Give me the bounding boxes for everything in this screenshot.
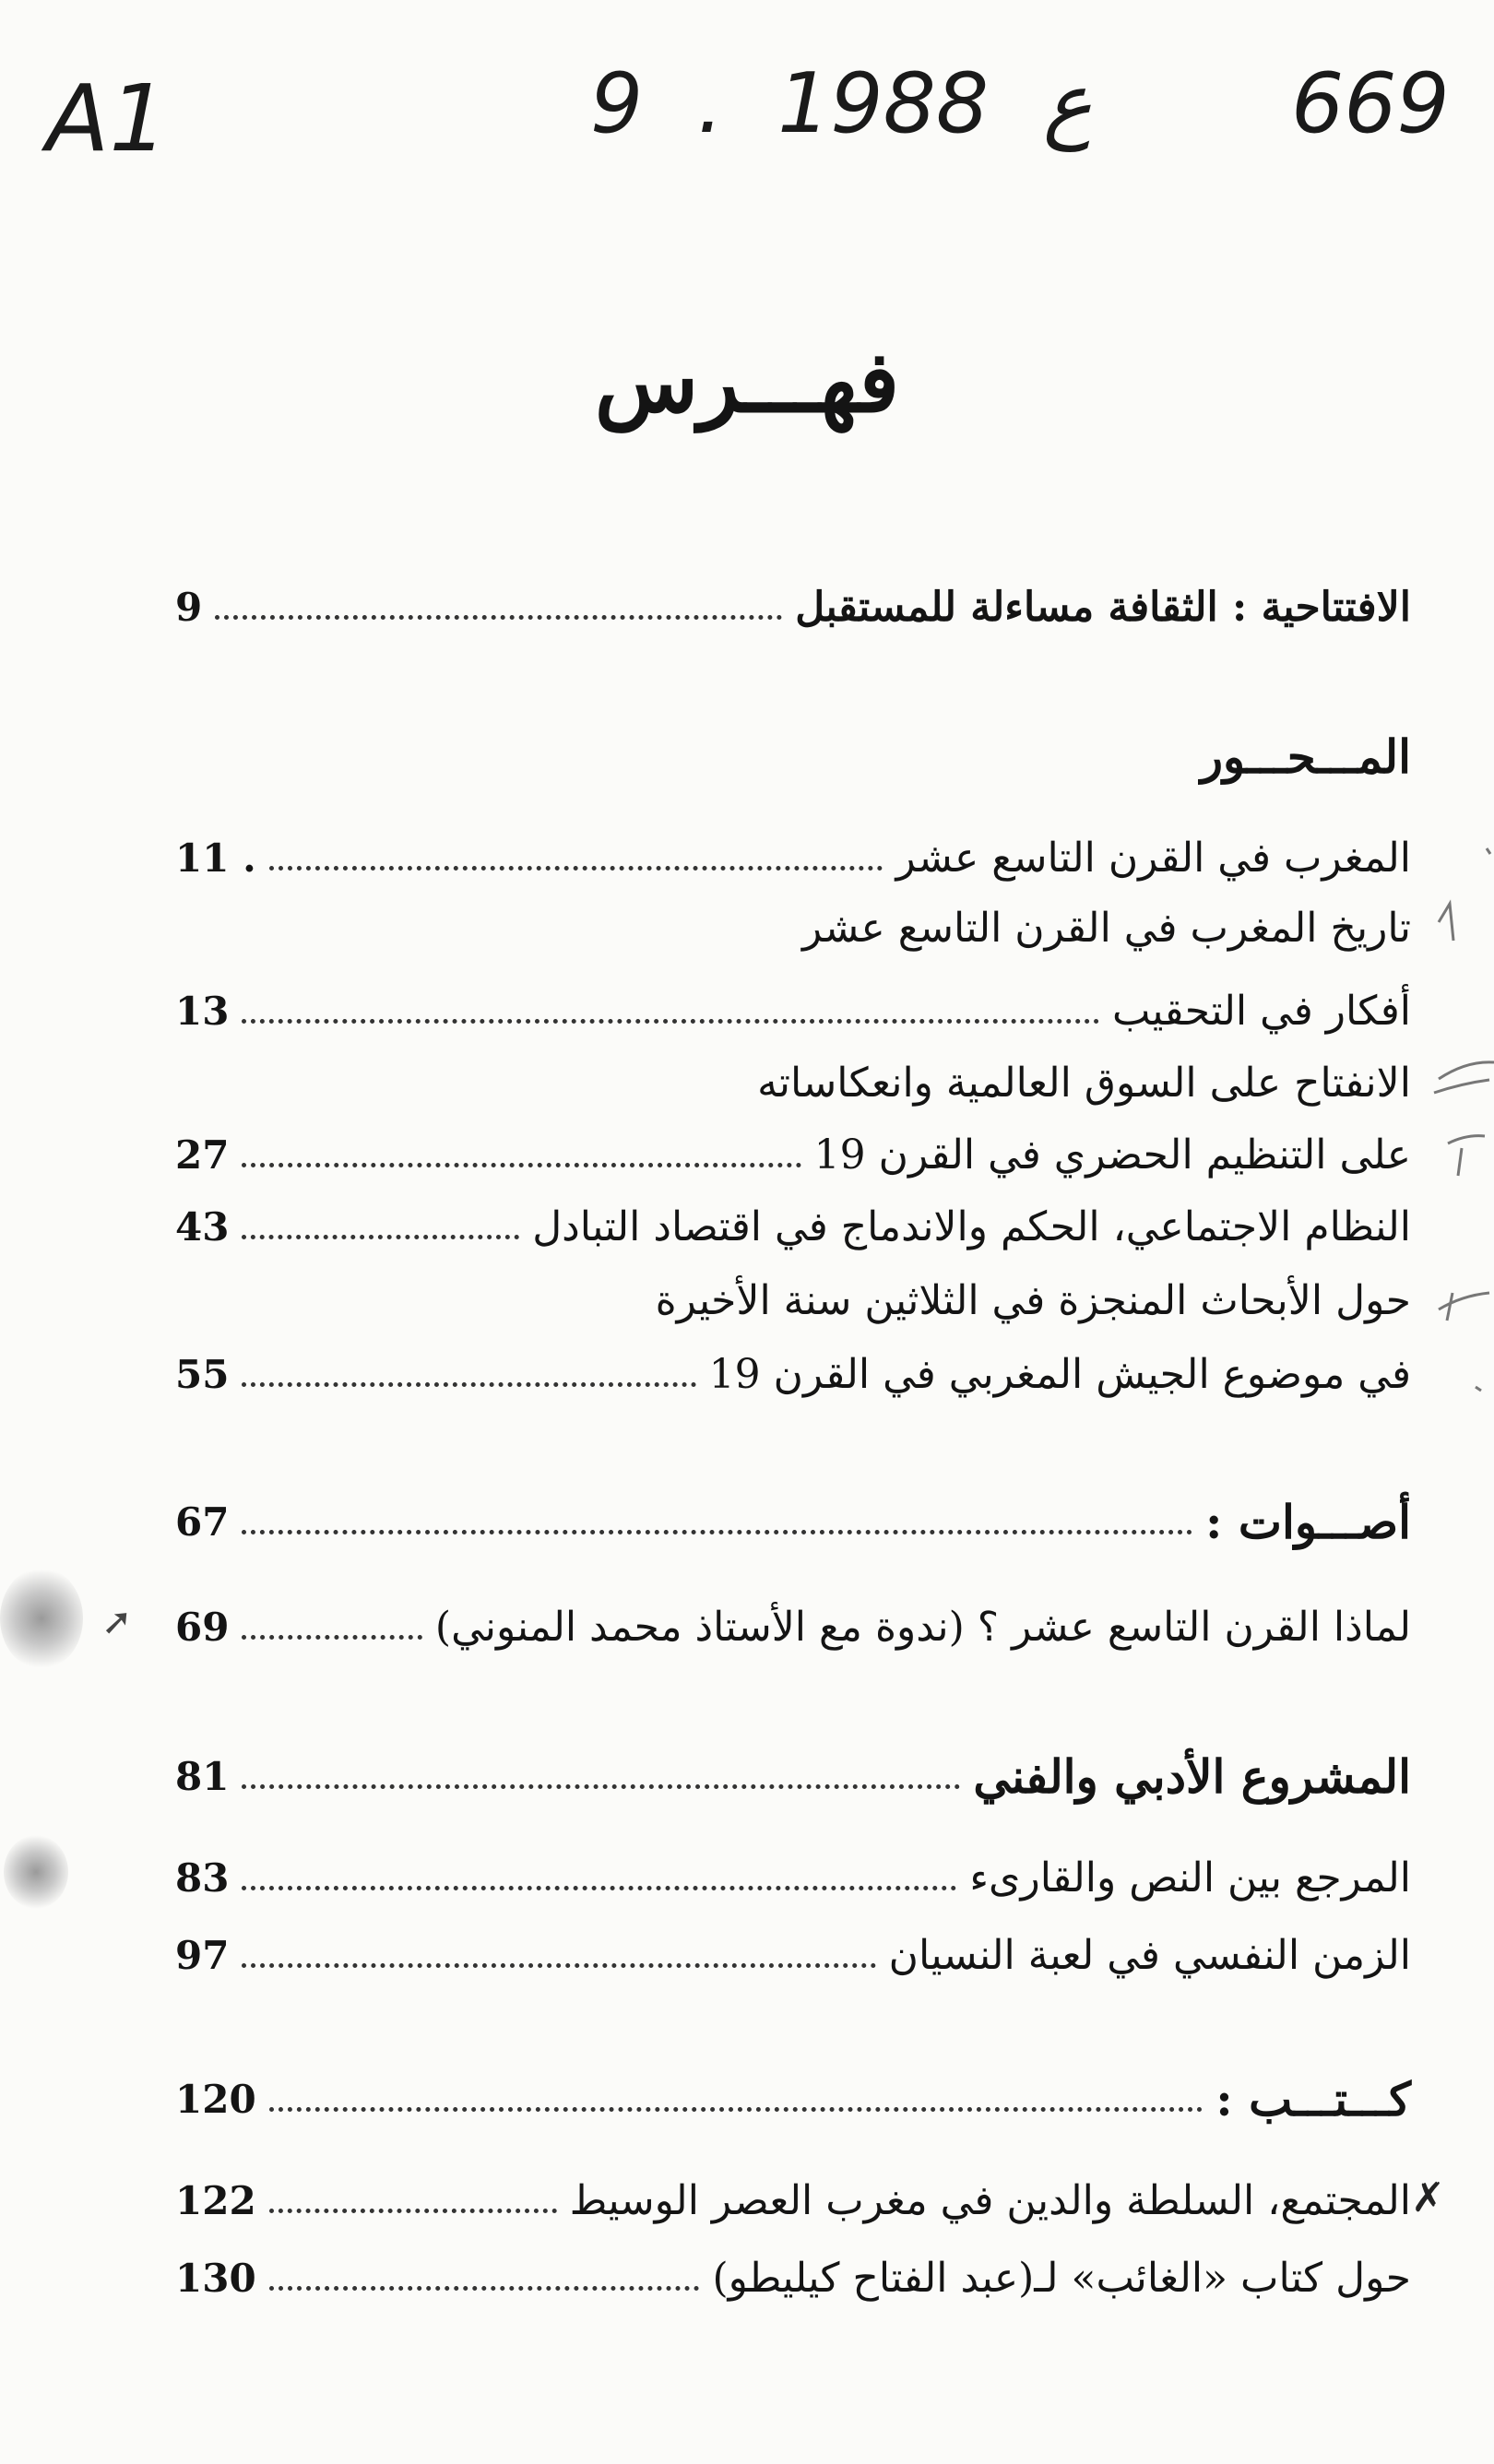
toc-entry: المغرب في القرن التاسع عشر 11 . (175, 834, 1411, 882)
page-title: فهـــرس (594, 332, 900, 432)
cross-mark-icon: ✗ (1411, 2174, 1445, 2221)
toc-entry: تاريخ المغرب في القرن التاسع عشر (801, 904, 1411, 952)
handwritten-number: 669 (1291, 55, 1450, 152)
section-heading-voices: أصـــوات : 67 (175, 1494, 1411, 1549)
toc-entry: المرجع بين النص والقارىء 83 (175, 1854, 1411, 1901)
toc-entry: أفكار في التحقيب 13 (175, 987, 1411, 1035)
toc-entry: المجتمع، السلطة والدين في مغرب العصر الوسيط 122 (175, 2176, 1411, 2224)
handwritten-reference: A1 (46, 65, 169, 172)
toc-entry: على التنظيم الحضري في القرن 19 27 (175, 1131, 1411, 1179)
toc-entry: في موضوع الجيش المغربي في القرن 19 55 (175, 1350, 1411, 1398)
toc-entry: الانفتاح على السوق العالمية وانعكاساته (757, 1059, 1411, 1107)
toc-entry: الزمن النفسي في لعبة النسيان 97 (175, 1931, 1411, 1979)
toc-entry: حول كتاب «الغائب» لـ(عبد الفتاح كيليطو) 130 (175, 2254, 1411, 2302)
toc-entry-editorial: الافتتاحية : الثقافة مساءلة للمستقبل 9 (175, 583, 1411, 631)
arrow-mark-icon: ➚ (101, 1601, 133, 1643)
section-heading-books: كـــتـــب : 120 (175, 2071, 1411, 2126)
scan-speck (4, 1835, 68, 1909)
toc-entry: لماذا القرن التاسع عشر ؟ (ندوة مع الأستاذ محمد المنوني) 69 (175, 1603, 1411, 1651)
toc-entry: حول الأبحاث المنجزة في الثلاثين سنة الأخيرة (655, 1276, 1411, 1324)
handwritten-date: 9 . ع 1988 (590, 55, 1093, 152)
section-heading-literary-project: المشروع الأدبي والفني 81 (175, 1748, 1411, 1804)
toc-entry: النظام الاجتماعي، الحكم والاندماج في اقتصاد التبادل 43 (175, 1202, 1411, 1250)
scan-speck (0, 1568, 83, 1669)
section-heading-axis: المـــحـــور (1200, 729, 1411, 784)
